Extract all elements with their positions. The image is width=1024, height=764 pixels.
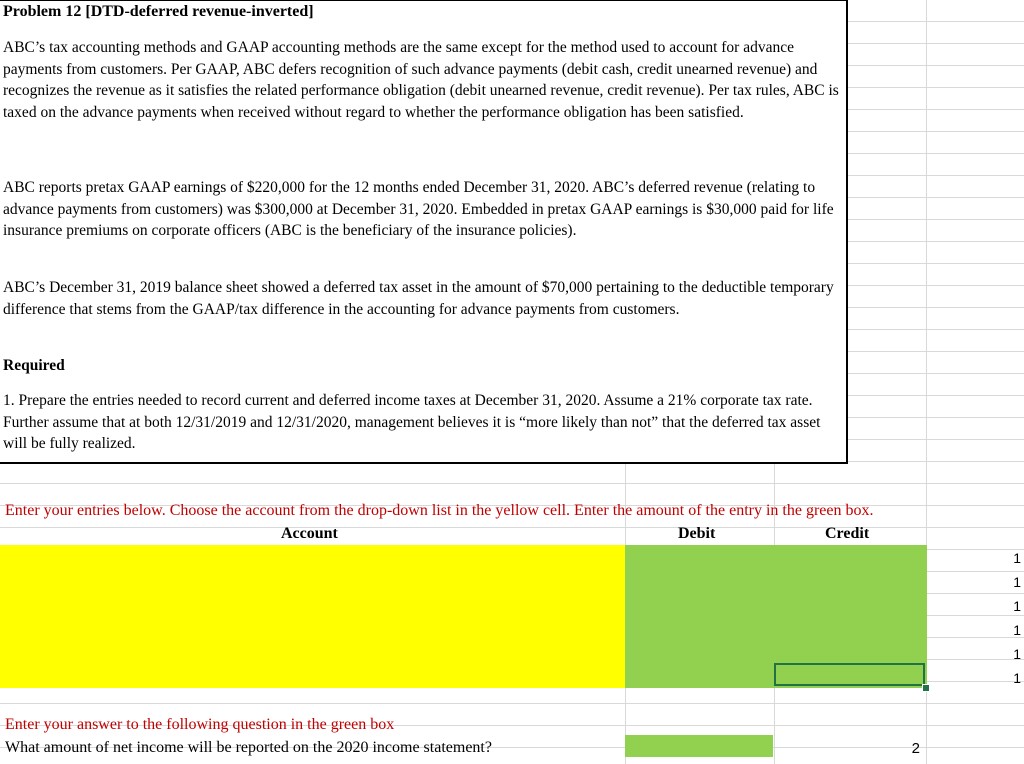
net-income-answer-cell[interactable]	[625, 735, 773, 757]
entry-row-value: 1	[1013, 646, 1021, 662]
debit-cell-4[interactable]	[625, 617, 774, 641]
problem-title: Problem 12 [DTD-deferred revenue-inverted]	[3, 3, 314, 20]
fill-handle[interactable]	[922, 684, 930, 692]
credit-cell-3[interactable]	[774, 593, 927, 617]
debit-cell-2[interactable]	[625, 569, 774, 593]
account-cell-6[interactable]	[0, 665, 625, 688]
problem-paragraph-1: ABC’s tax accounting methods and GAAP accounting methods are the same except for the method used to account for advance payments from customers. Per GAAP, ABC defers recognition of such advance payments (debit cash, credit unearned revenue) and recognizes the revenue as it satisfies the related performance obligation (debit unearned revenue, credit revenue). Per tax rules, ABC is taxed on the advance payments when received without regard to whether the performance obligation has been satisfied.	[3, 39, 839, 121]
question-row-value: 2	[911, 740, 920, 757]
account-cell-3[interactable]	[0, 593, 625, 617]
credit-column-header: Credit	[825, 525, 870, 542]
question-text: What amount of net income will be reported on the 2020 income statement?	[5, 739, 492, 756]
account-cell-2[interactable]	[0, 569, 625, 593]
credit-cell-2[interactable]	[774, 569, 927, 593]
required-heading: Required	[3, 357, 65, 374]
selected-credit-cell[interactable]	[774, 663, 925, 686]
credit-cell-4[interactable]	[774, 617, 927, 641]
entry-row-value: 1	[1013, 550, 1021, 566]
entry-row-value: 1	[1013, 598, 1021, 614]
credit-cell-1[interactable]	[774, 545, 927, 569]
account-cell-1[interactable]	[0, 545, 625, 569]
entry-row-value: 1	[1013, 622, 1021, 638]
required-text: 1. Prepare the entries needed to record current and deferred income taxes at December 31, 2020. Assume a 21% corporate tax rate. Further assume that at both 12/31/2019 and 12/31/2020, management believes it is “more likely than not” that the deferred tax asset will be fully realized.	[3, 392, 821, 452]
debit-cell-6[interactable]	[625, 665, 774, 688]
problem-paragraph-3: ABC’s December 31, 2019 balance sheet showed a deferred tax asset in the amount of $70,000 pertaining to the deductible temporary difference that stems from the GAAP/tax difference in the accounting for advance payments from customers.	[3, 279, 834, 318]
account-cell-5[interactable]	[0, 641, 625, 665]
account-cell-4[interactable]	[0, 617, 625, 641]
account-entry-area	[0, 545, 625, 688]
debit-cell-5[interactable]	[625, 641, 774, 665]
entries-instruction: Enter your entries below. Choose the account from the drop-down list in the yellow cell. Enter the amount of the entry in the green box.	[5, 502, 874, 519]
debit-cell-1[interactable]	[625, 545, 774, 569]
question-instruction: Enter your answer to the following question in the green box	[5, 716, 395, 733]
entry-row-value: 1	[1013, 574, 1021, 590]
debit-cell-3[interactable]	[625, 593, 774, 617]
account-column-header: Account	[281, 525, 338, 542]
debit-column-header: Debit	[678, 525, 716, 542]
problem-paragraph-2: ABC reports pretax GAAP earnings of $220,000 for the 12 months ended December 31, 2020. ABC’s deferred revenue (relating to advance payments from customers) was $300,000 at December 31, 2020. Embedded in pretax GAAP earnings is $30,000 paid for life insurance premiums on corporate officers (ABC is the beneficiary of the insurance policies).	[3, 179, 834, 239]
credit-cell-5[interactable]	[774, 641, 927, 665]
entry-row-value: 1	[1013, 670, 1021, 686]
